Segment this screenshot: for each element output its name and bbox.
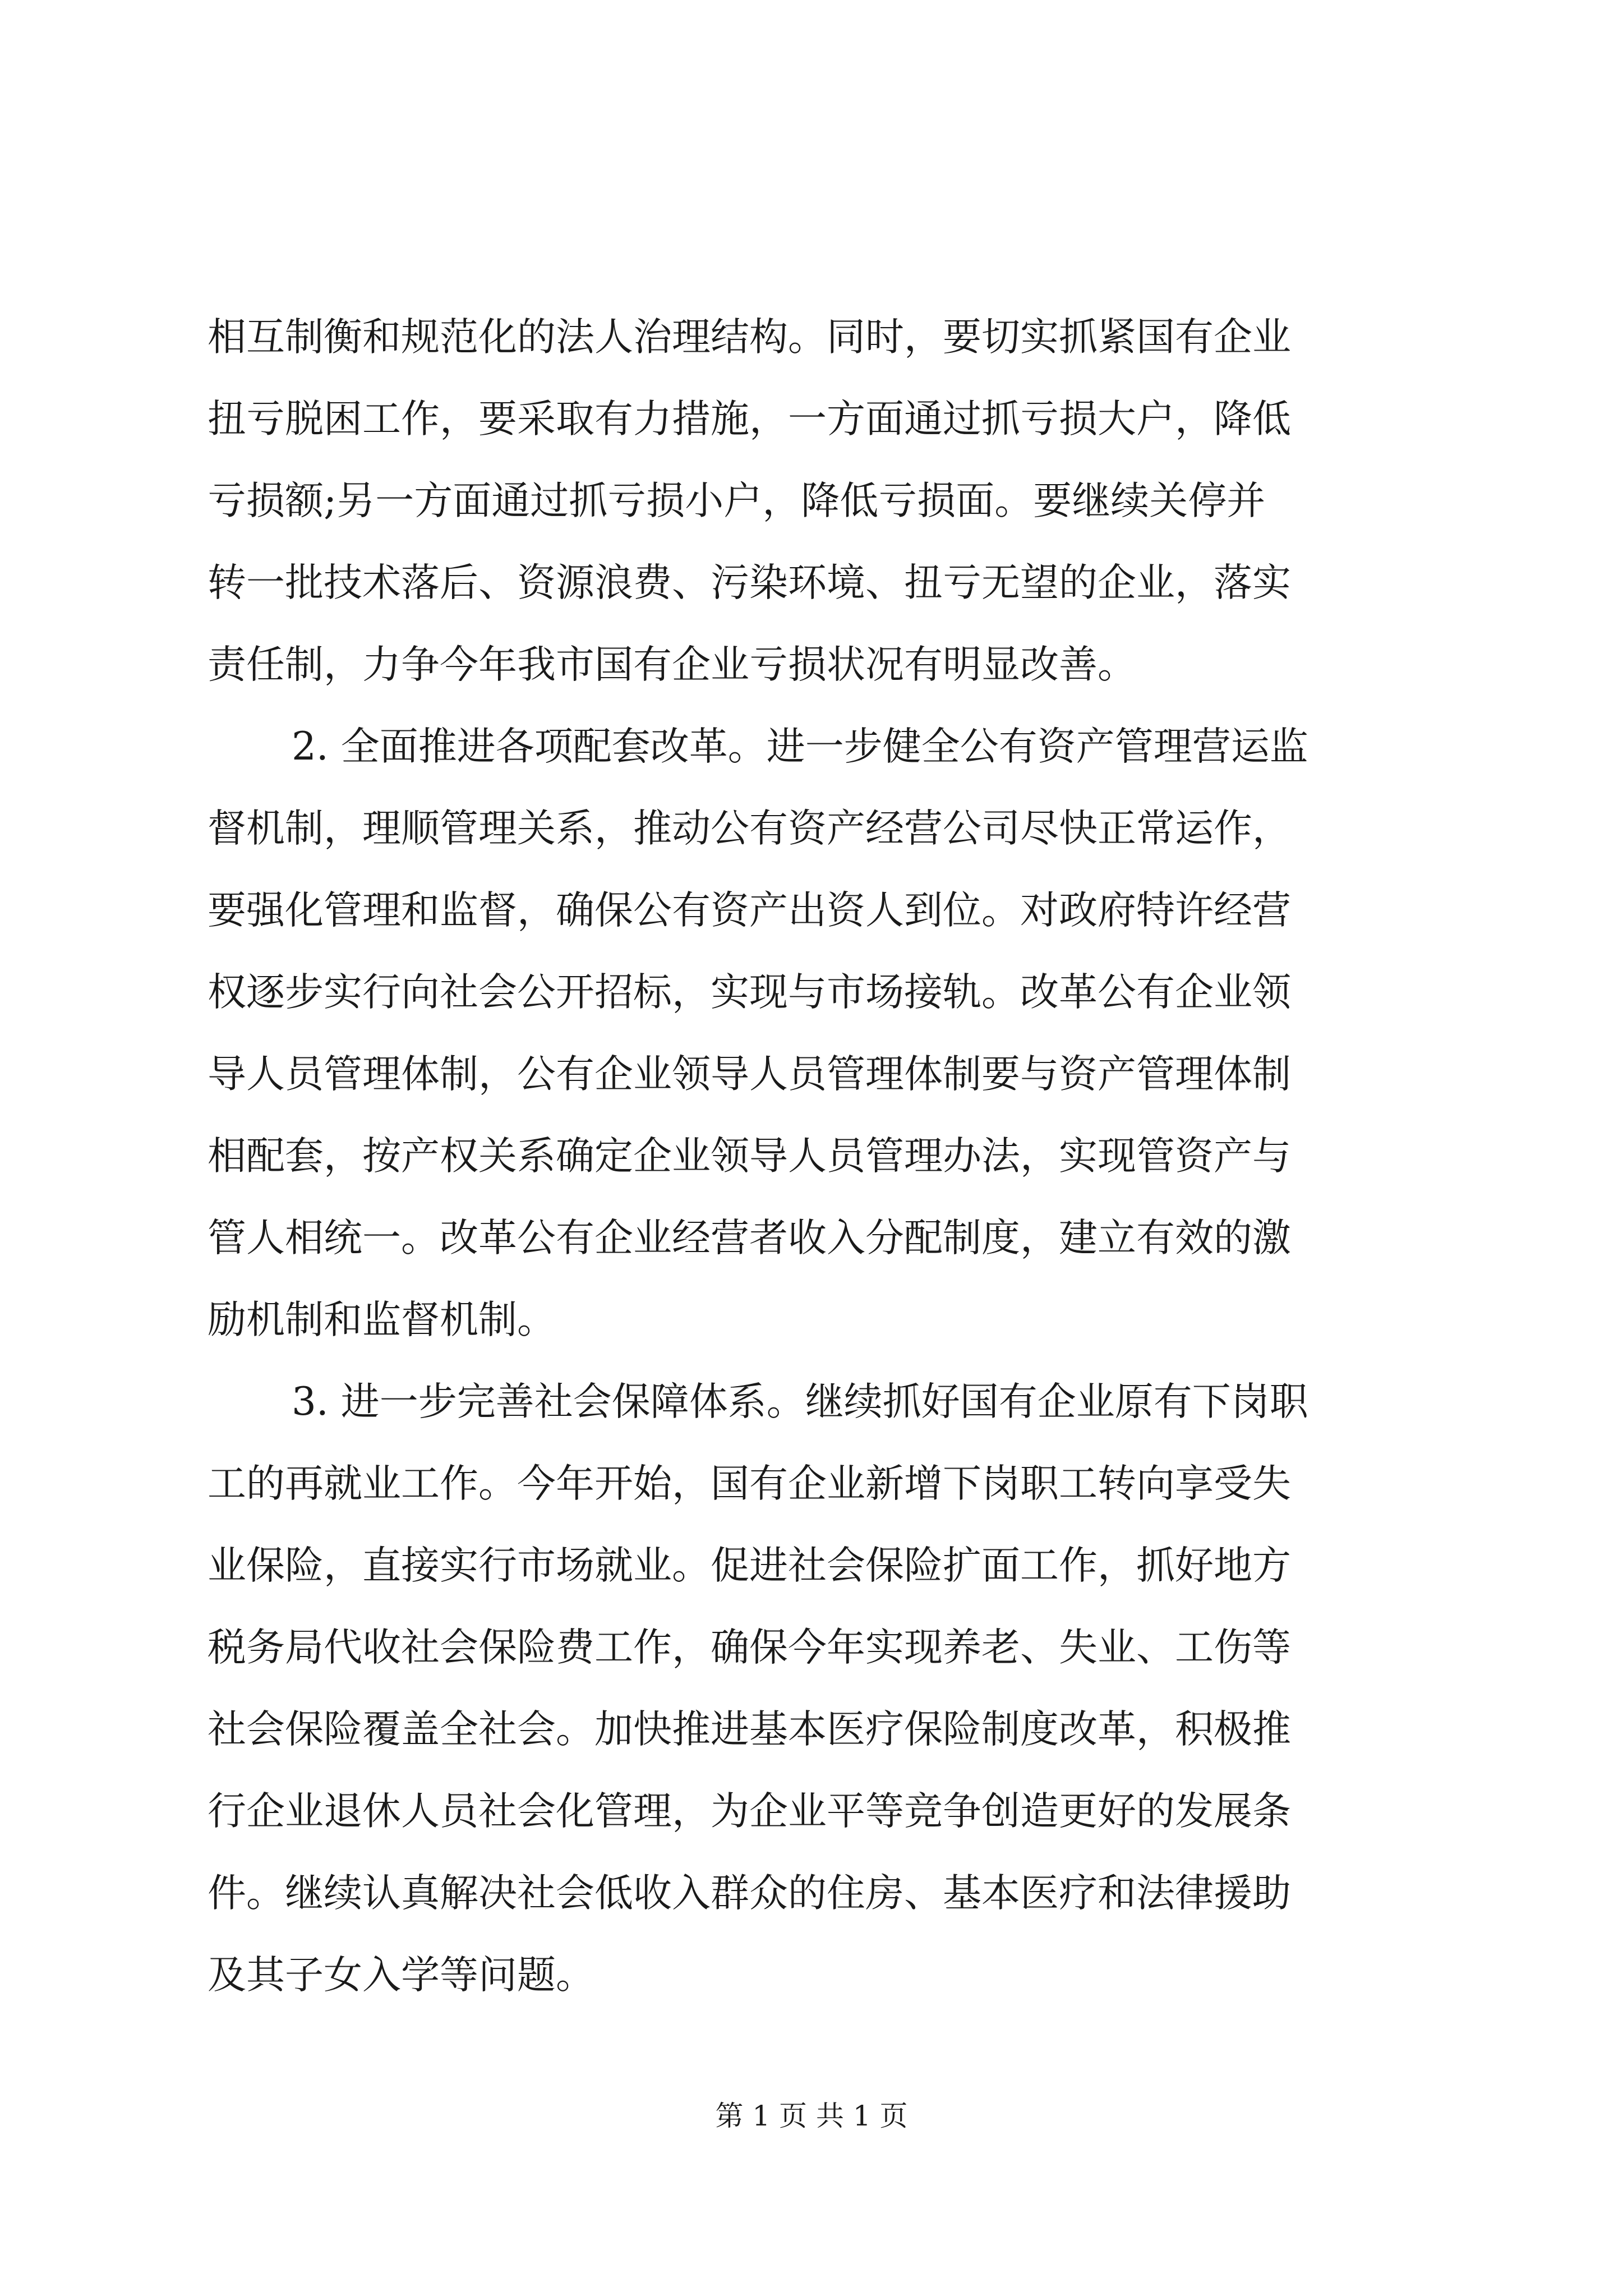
document-body [208,296,1413,2016]
paragraph-2-line-3: 要强化管理和监督，确保公有资产出资人到位。对政府特许经营 [208,888,1291,933]
paragraph-2-line-7: 管人相统一。改革公有企业经营者收入分配制度，建立有效的激 [208,1216,1291,1260]
paragraph-1-line-5: 责任制，力争今年我市国有企业亏损状况有明显改善。 [208,642,1136,687]
paragraph-2-line-4: 权逐步实行向社会公开招标，实现与市场接轨。改革公有企业领 [208,970,1291,1015]
paragraph-2-line-8: 励机制和监督机制。 [208,1297,556,1342]
paragraph-3-line-6: 行企业退休人员社会化管理，为企业平等竞争创造更好的发展条 [208,1789,1291,1834]
paragraph-3-line-4: 税务局代收社会保险费工作，确保今年实现养老、失业、工伤等 [208,1625,1291,1670]
paragraph-3-line-3: 业保险，直接实行市场就业。促进社会保险扩面工作，抓好地方 [208,1543,1291,1588]
paragraph-1-line-1: 相互制衡和规范化的法人治理结构。同时，要切实抓紧国有企业 [208,315,1291,360]
paragraph-3-line-1: 3. 进一步完善社会保障体系。继续抓好国有企业原有下岗职 [292,1379,1308,1424]
paragraph-1-line-4: 转一批技术落后、资源浪费、污染环境、扭亏无望的企业，落实 [208,560,1291,605]
paragraph-2-line-2: 督机制，理顺管理关系，推动公有资产经营公司尽快正常运作， [208,806,1291,851]
paragraph-1-line-2: 扭亏脱困工作，要采取有力措施，一方面通过抓亏损大户，降低 [208,397,1291,441]
paragraph-2-line-1: 2. 全面推进各项配套改革。进一步健全公有资产管理营运监 [292,724,1308,769]
paragraph-3-line-8: 及其子女入学等问题。 [208,1953,594,1998]
paragraph-2-line-5: 导人员管理体制，公有企业领导人员管理体制要与资产管理体制 [208,1052,1291,1097]
paragraph-1-line-3: 亏损额;另一方面通过抓亏损小户，降低亏损面。要继续关停并 [208,478,1266,523]
paragraph-2-line-6: 相配套，按产权关系确定企业领导人员管理办法，实现管资产与 [208,1134,1291,1179]
page-footer: 第 1 页 共 1 页 [715,2100,908,2132]
paragraph-3-line-7: 件。继续认真解决社会低收入群众的住房、基本医疗和法律援助 [208,1871,1291,1916]
paragraph-3-line-5: 社会保险覆盖全社会。加快推进基本医疗保险制度改革，积极推 [208,1707,1291,1752]
paragraph-3-line-2: 工的再就业工作。今年开始，国有企业新增下岗职工转向享受失 [208,1461,1291,1506]
